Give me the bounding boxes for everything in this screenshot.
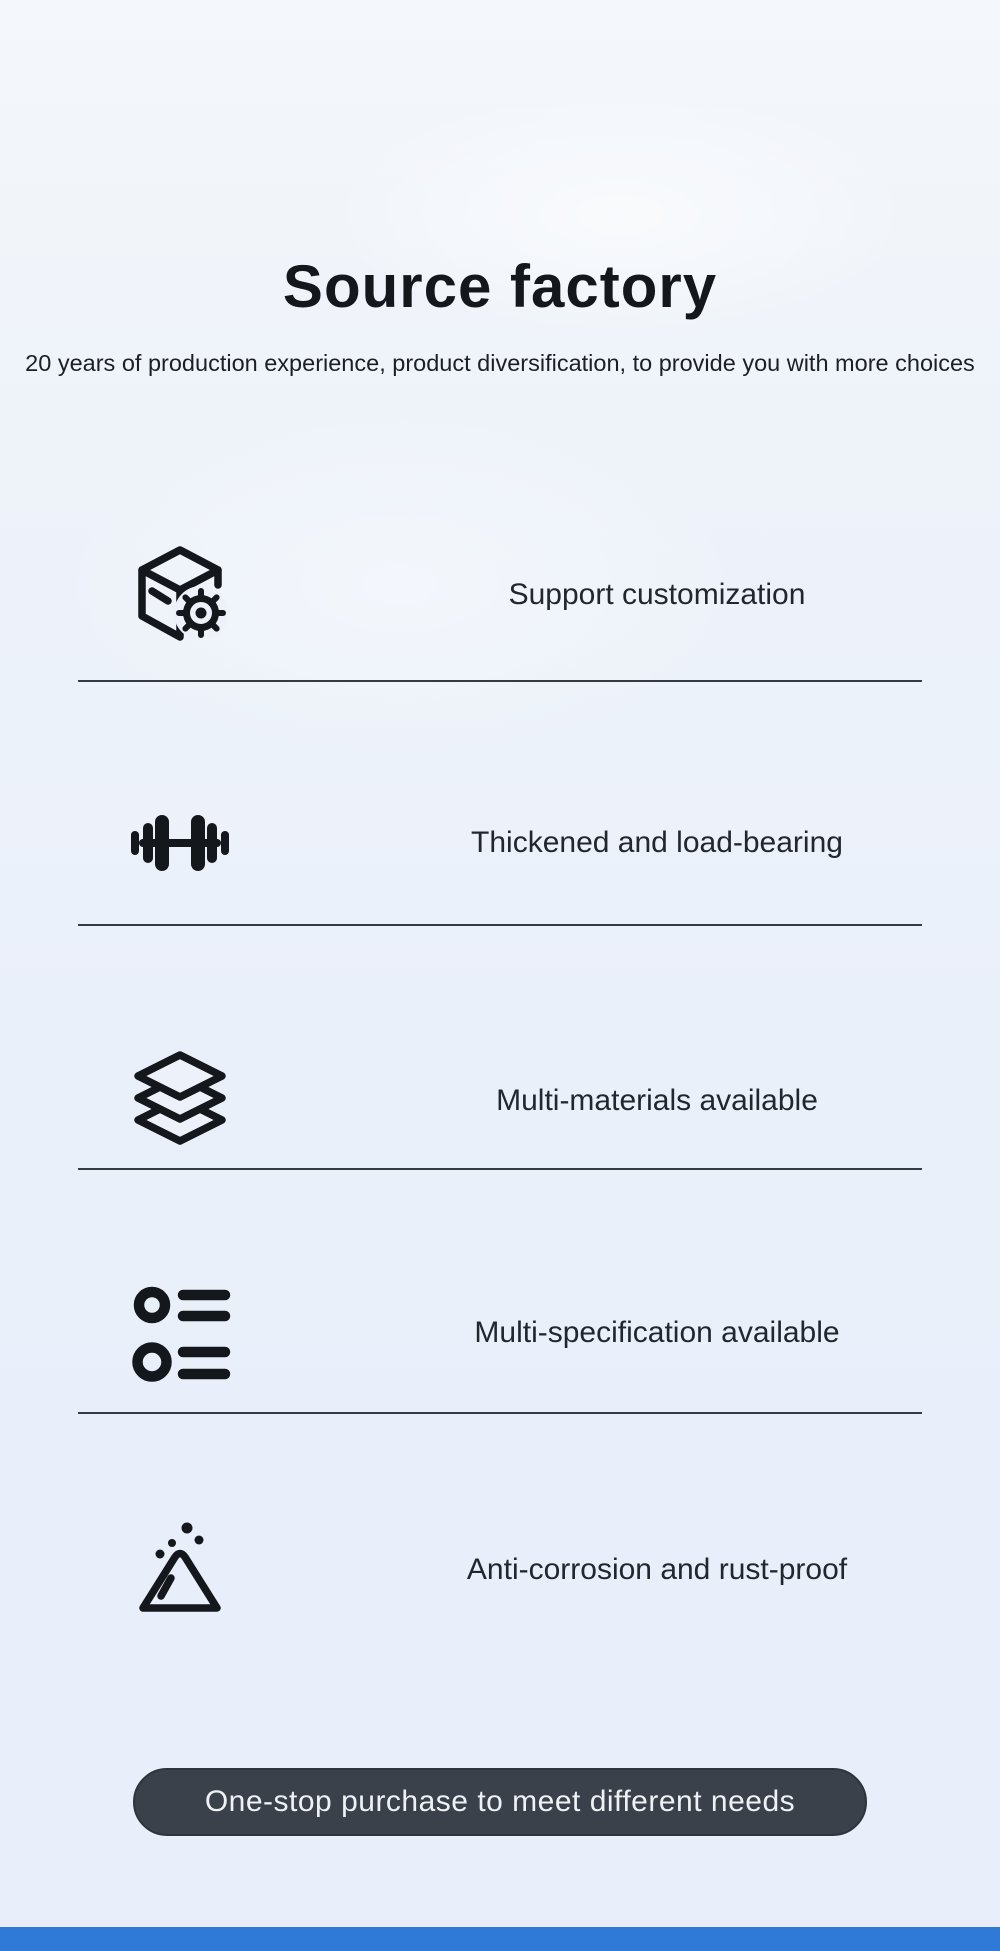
one-stop-purchase-button[interactable] [133, 1768, 867, 1836]
divider [78, 924, 922, 926]
layers-icon [125, 1046, 235, 1156]
cta-label: One-stop purchase to meet different needs [204, 1785, 796, 1818]
divider [78, 680, 922, 682]
dumbbell-icon [125, 788, 235, 898]
next-section-strip [0, 1927, 1000, 1951]
page-title: Source factory [282, 253, 718, 320]
divider [78, 1412, 922, 1414]
list-icon [125, 1278, 235, 1388]
pile-icon [125, 1515, 235, 1625]
feature-label: Multi-specification available [474, 1316, 840, 1349]
divider [78, 1168, 922, 1170]
page-subtitle: 20 years of production experience, product diversification, to provide you with more choices [25, 350, 975, 376]
box-gear-icon [125, 540, 235, 650]
feature-label: Support customization [508, 578, 806, 611]
feature-label: Thickened and load-bearing [471, 826, 843, 859]
feature-label: Multi-materials available [496, 1084, 818, 1117]
feature-label: Anti-corrosion and rust-proof [466, 1553, 848, 1586]
